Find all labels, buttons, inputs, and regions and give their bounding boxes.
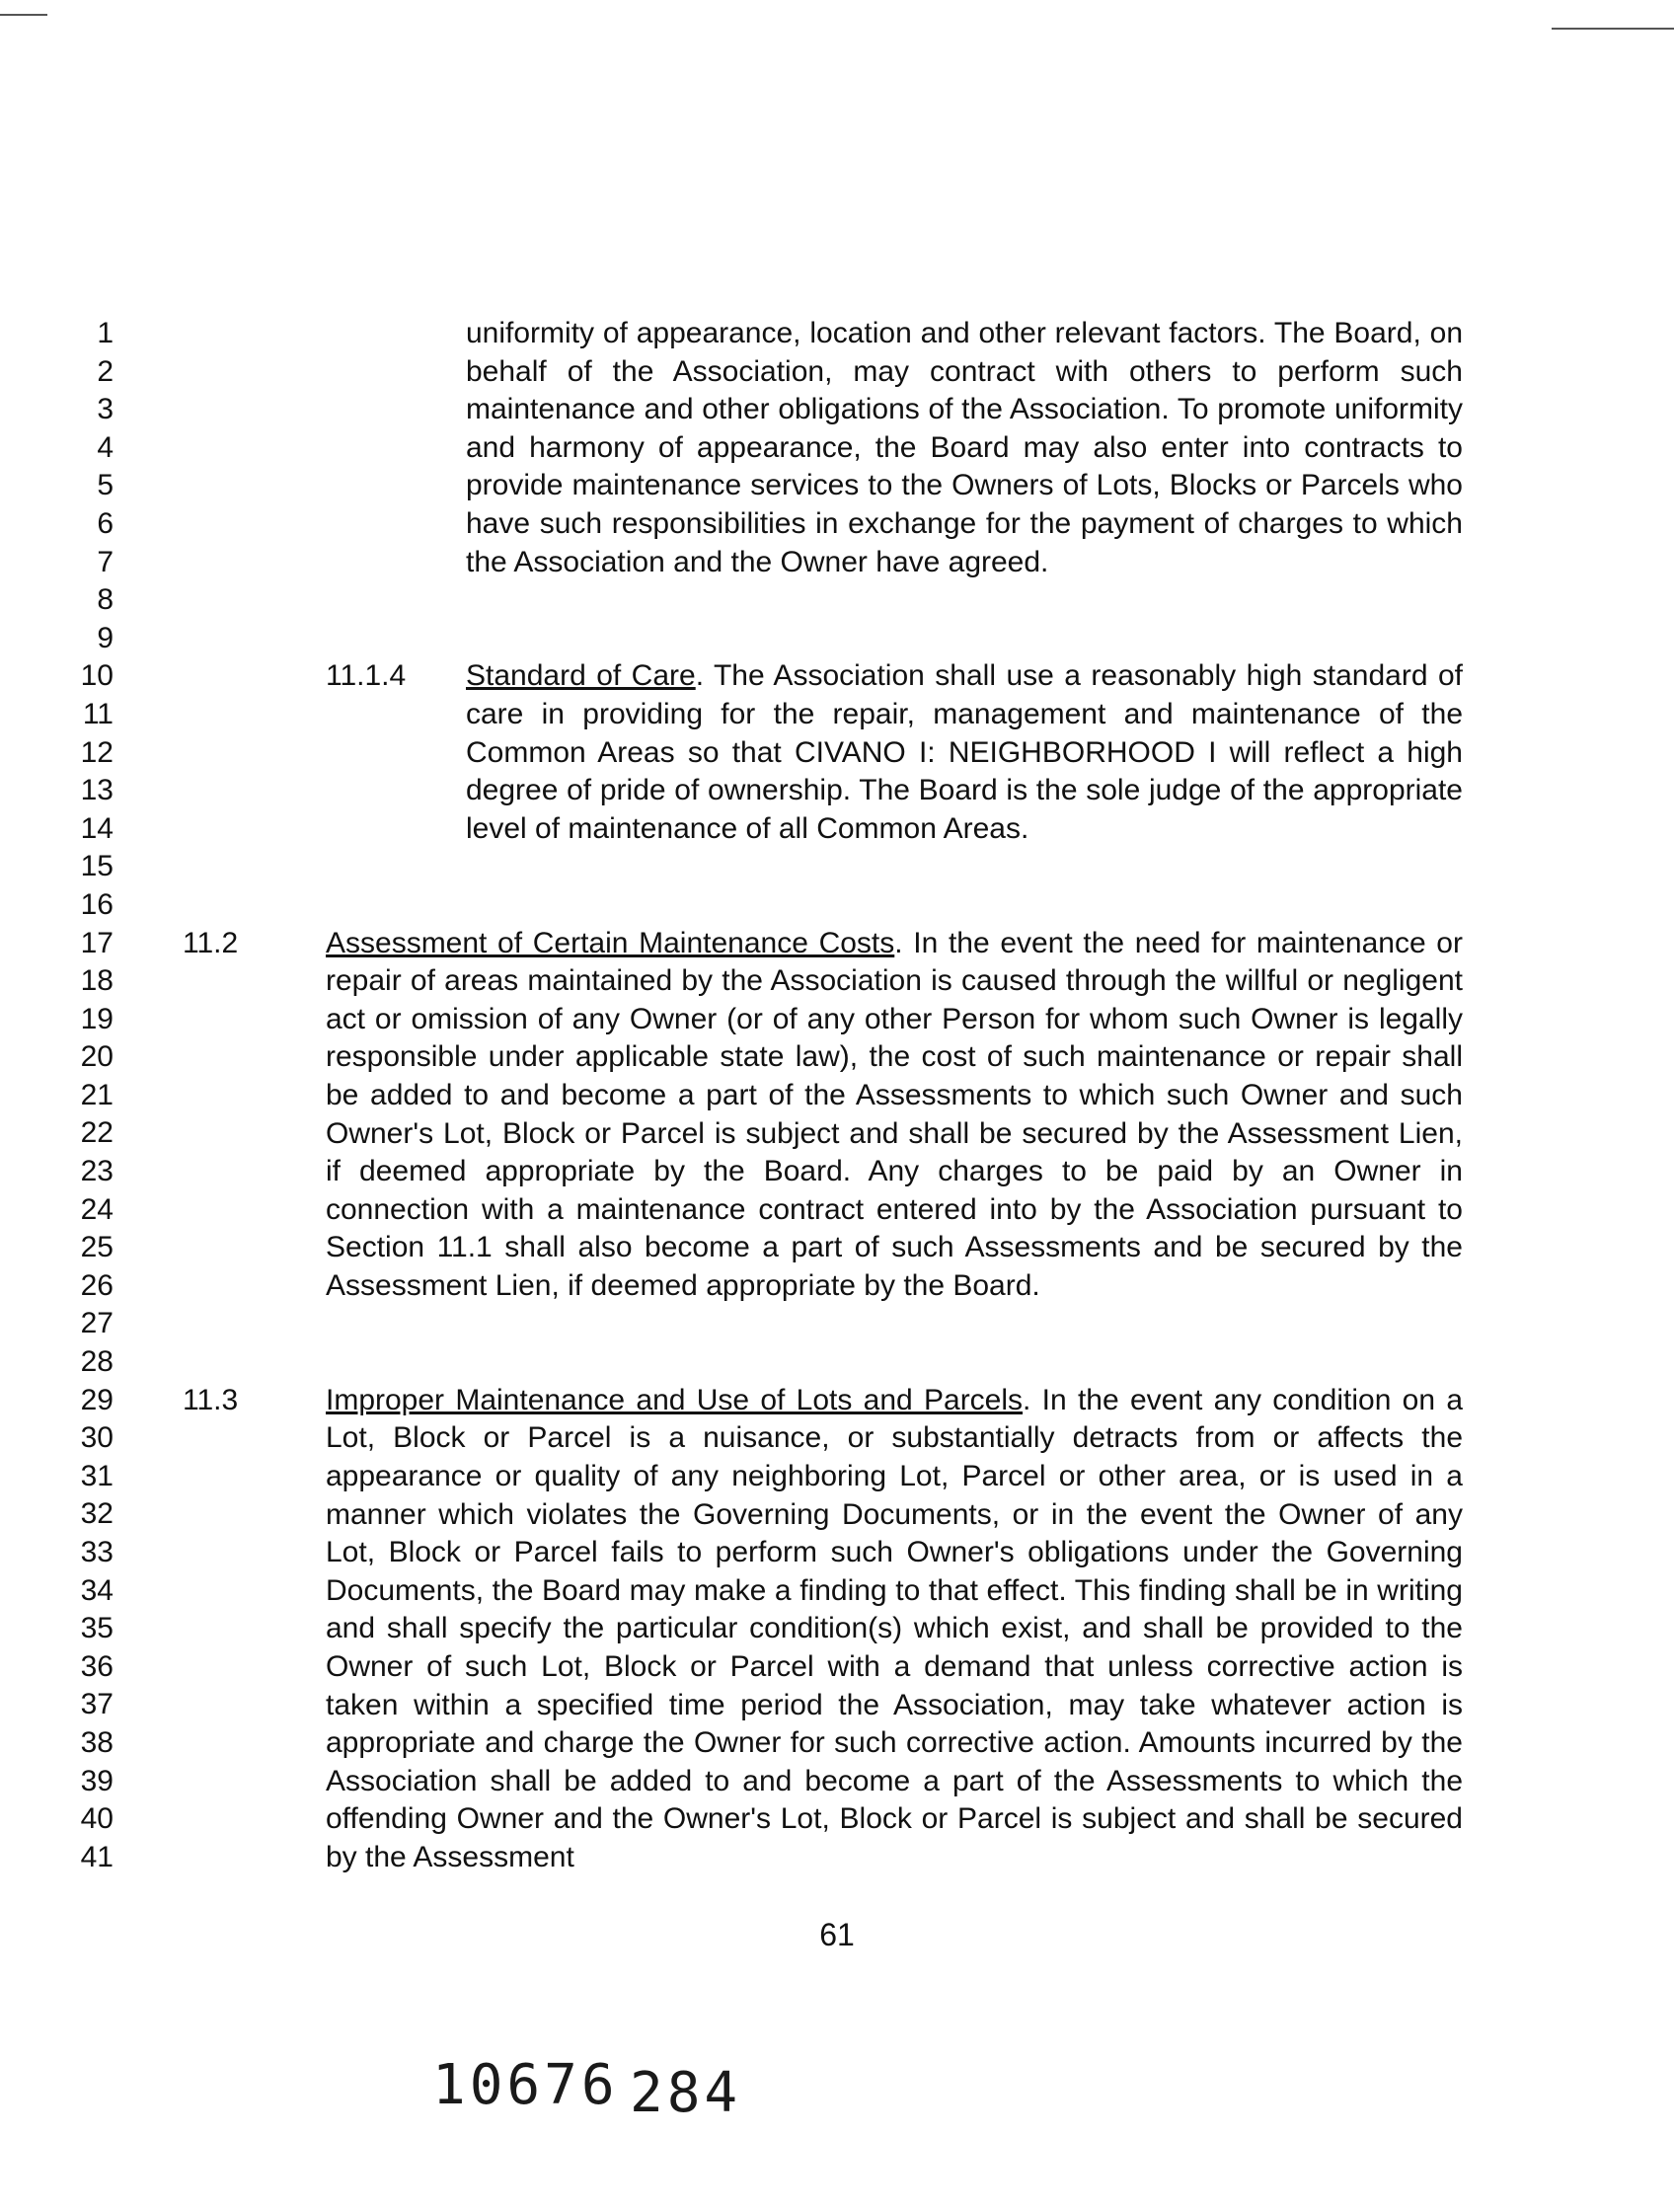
section-number-11-3: 11.3 xyxy=(183,1383,239,1416)
recording-stamp-book: 10676 xyxy=(432,2053,619,2117)
section-body: . In the event the need for maintenance or repair of areas maintained by the Association is caused through the willful or negligent act or omission of any Owner (or of any other Person for whom such Owner is legally responsible under applicable state law), the cost of such maintenance or repair shall be added to and become a part of the Assessments to which such Owner and such Owner's Lot, Block or Parcel is subject and shall be secured by the Assessment Lien, if deemed appropriate by the Board. Any charges to be paid by an Owner in connection with a maintenance contract entered into by the Association pursuant to Section 11.1 shall also become a part of such Assessments and be secured by the Assessment Lien, if deemed appropriate by the Board. xyxy=(326,926,1463,1302)
section-body: . In the event any condition on a Lot, Block or Parcel is a nuisance, or substantially detracts from or affects the appearance or quality of any neighboring Lot, Parcel or other area, or is used in a manner which violates the Governing Documents, or in the event the Owner of any Lot, Block or Parcel fails to perform such Owner's obligations under the Governing Documents, the Board may make a finding to that effect. This finding shall be in writing and shall specify the particular condition(s) which exist, and shall be provided to the Owner of such Lot, Block or Parcel with a demand that unless corrective action is taken within a specified time period the Association, may take whatever action is appropriate and charge the Owner for such corrective action. Amounts incurred by the Association shall be added to and become a part of the Assessments to which the offending Owner and the Owner's Lot, Block or Parcel is subject and shall be secured by the Assessment xyxy=(326,1383,1463,1873)
section-number-11-1-4: 11.1.4 xyxy=(326,659,407,693)
continuation-text: uniformity of appearance, location and other relevant factors. The Board, on behalf of the Association, may contract with others to perform such maintenance and other obligations of the Association. To promote uniformity and harmony of appearance, the Board may also enter into contracts to provide maintenance services to the Owners of Lots, Blocks or Parcels who have such responsibilities in exchange for the payment of charges to which the Association and the Owner have agreed. xyxy=(466,317,1463,578)
line-number: 13 xyxy=(80,774,114,807)
section-11-2 xyxy=(326,925,1463,1306)
line-number: 7 xyxy=(97,545,114,578)
line-number: 27 xyxy=(80,1307,114,1340)
section-heading-assessment-costs: Assessment of Certain Maintenance Costs xyxy=(326,926,895,959)
line-number: 37 xyxy=(80,1688,114,1721)
line-number: 17 xyxy=(80,926,114,959)
line-number: 11 xyxy=(82,697,114,730)
section-11-3 xyxy=(326,1382,1463,1877)
line-number: 6 xyxy=(97,506,114,540)
line-number: 3 xyxy=(97,393,114,426)
line-number: 32 xyxy=(80,1497,114,1531)
line-number: 36 xyxy=(80,1649,114,1683)
line-number: 40 xyxy=(80,1802,114,1836)
line-number: 19 xyxy=(80,1002,114,1035)
line-number: 29 xyxy=(80,1383,114,1416)
line-number: 35 xyxy=(80,1612,114,1645)
line-number: 9 xyxy=(97,621,114,654)
section-heading-standard-of-care: Standard of Care xyxy=(466,659,696,693)
line-number: 18 xyxy=(80,964,114,998)
section-body: . The Association shall use a reasonably high standard of care in providing for the repair, management and maintenance of the Common Areas so that CIVANO I: NEIGHBORHOOD I will reflect a high degree of pride of ownership. The Board is the sole judge of the appropriate level of maintenance of all Common Areas. xyxy=(466,659,1463,845)
scan-edge-mark-left xyxy=(0,14,47,16)
section-heading-improper-maintenance: Improper Maintenance and Use of Lots and Parcels xyxy=(326,1383,1024,1416)
line-number: 16 xyxy=(80,887,114,921)
section-number-11-2: 11.2 xyxy=(183,926,239,959)
line-number: 14 xyxy=(80,811,114,845)
line-number: 23 xyxy=(80,1155,114,1188)
line-number: 8 xyxy=(97,583,114,617)
line-number: 4 xyxy=(97,430,114,464)
line-number: 15 xyxy=(80,850,114,883)
line-number: 22 xyxy=(80,1116,114,1150)
line-number: 10 xyxy=(80,659,114,693)
line-number: 41 xyxy=(80,1840,114,1873)
line-number: 34 xyxy=(80,1573,114,1607)
line-number: 5 xyxy=(97,469,114,502)
line-number: 38 xyxy=(80,1725,114,1759)
line-number: 20 xyxy=(80,1040,114,1074)
line-number: 2 xyxy=(97,354,114,388)
line-number: 33 xyxy=(80,1536,114,1568)
line-number: 39 xyxy=(80,1764,114,1797)
page-number: 61 xyxy=(819,1917,855,1952)
recording-stamp-page: 284 xyxy=(630,2061,742,2125)
continuation-paragraph xyxy=(466,315,1463,581)
line-number: 25 xyxy=(80,1231,114,1264)
line-number: 26 xyxy=(80,1268,114,1302)
section-11-1-4 xyxy=(466,657,1463,848)
line-number-column xyxy=(39,315,114,1876)
line-number: 24 xyxy=(80,1192,114,1226)
line-number: 28 xyxy=(80,1345,114,1379)
line-number: 21 xyxy=(80,1078,114,1111)
line-number: 12 xyxy=(80,735,114,769)
line-number: 31 xyxy=(80,1459,114,1492)
scan-edge-mark-right xyxy=(1552,28,1674,30)
line-number: 1 xyxy=(97,317,114,349)
line-number: 30 xyxy=(80,1421,114,1455)
